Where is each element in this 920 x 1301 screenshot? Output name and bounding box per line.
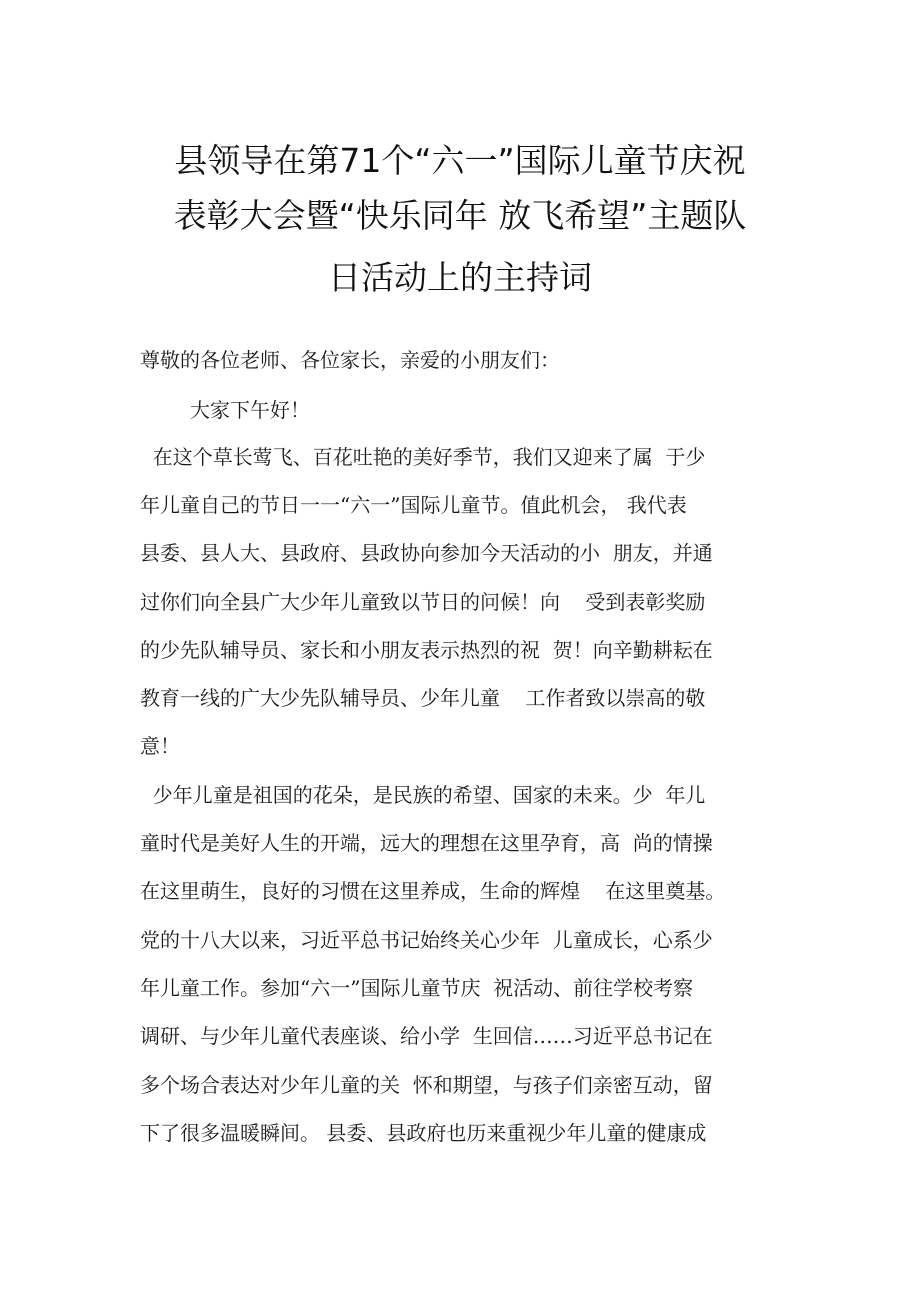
paragraph-1-line: 的少先队辅导员、家长和小朋友表示热烈的祝 贺！向辛勤耕耘在: [140, 638, 713, 662]
paragraph-2-line: 调研、与少年儿童代表座谈、给小学 生回信……习近平总书记在: [140, 1024, 713, 1048]
paragraph-2-line: 下了很多温暖瞬间。 县委、县政府也历来重视少年儿童的健康成: [140, 1121, 707, 1145]
paragraph-1-line: 年儿童自己的节日一一“六一”国际儿童节。值此机会， 我代表: [140, 493, 687, 517]
paragraph-2-line: 在这里萌生，良好的习惯在这里养成，生命的辉煌 在这里奠基。: [140, 879, 726, 903]
paragraph-2-line: 年儿童工作。参加“六一”国际儿童节庆 祝活动、前往学校考察: [140, 976, 694, 1000]
salutation: 尊敬的各位老师、各位家长，亲爱的小朋友们：: [140, 348, 560, 372]
paragraph-1-line: 县委、县人大、县政府、县政协向参加今天活动的小 朋友，并通: [140, 541, 713, 565]
paragraph-2-line: 少年儿童是祖国的花朵，是民族的希望、国家的未来。少 年儿: [140, 783, 706, 807]
paragraph-1-line: 教育一线的广大少先队辅导员、少年儿童 工作者致以崇高的敬: [140, 686, 706, 710]
greeting: 大家下午好！: [190, 398, 310, 422]
title-line-3: 日活动上的主持词: [328, 258, 592, 297]
paragraph-1-line: 过你们向全县广大少年儿童致以节日的问候！向 受到表彰奖励: [140, 590, 706, 614]
paragraph-2-line: 党的十八大以来，习近平总书记始终关心少年 儿童成长，心系少: [140, 928, 713, 952]
paragraph-2-line: 多个场合表达对少年儿童的关 怀和期望，与孩子们亲密互动，留: [140, 1073, 713, 1097]
paragraph-1-line: 在这个草长莺飞、百花吐艳的美好季节，我们又迎来了属 于少: [140, 445, 706, 469]
title-line-1: 县领导在第71个“六一”国际儿童节庆祝: [174, 141, 746, 180]
paragraph-1-line: 意！: [140, 734, 180, 758]
paragraph-2-line: 童时代是美好人生的开端，远大的理想在这里孕育，高 尚的情操: [140, 831, 713, 855]
title-line-2: 表彰大会暨“快乐同年 放飞希望”主题队: [173, 196, 747, 235]
